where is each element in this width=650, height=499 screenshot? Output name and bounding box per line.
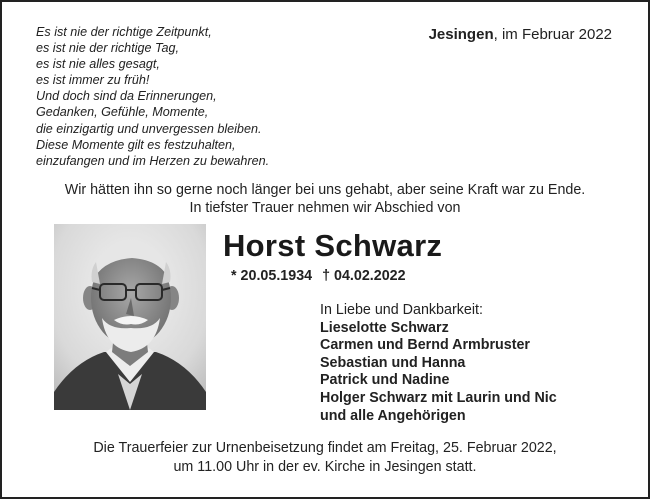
deceased-name: Horst Schwarz — [223, 228, 443, 263]
mourner-name: Carmen und Bernd Armbruster — [320, 337, 530, 354]
mourners-list — [320, 302, 557, 425]
intro-text — [2, 181, 648, 217]
mourner-name: Patrick und Nadine — [320, 372, 450, 389]
death-date: † 04.02.2022 — [322, 268, 406, 284]
mourners-heading: In Liebe und Dankbarkeit: — [320, 302, 483, 318]
poem-line: es ist nie der richtige Tag, — [36, 41, 180, 56]
mourner-name: Holger Schwarz mit Laurin und Nic — [320, 389, 557, 406]
service-line: Die Trauerfeier zur Urnenbeisetzung findet am Freitag, 25. Februar 2022, — [93, 440, 557, 456]
poem-line: Es ist nie der richtige Zeitpunkt, — [36, 25, 212, 39]
birth-date: * 20.05.1934 — [231, 268, 313, 284]
intro-line: In tiefster Trauer nehmen wir Abschied von — [189, 200, 461, 216]
poem-line: Diese Momente gilt es festzuhalten, — [36, 137, 236, 152]
funeral-service-info — [2, 439, 648, 477]
life-dates — [231, 268, 416, 284]
poem-line: es ist nie alles gesagt, — [36, 57, 160, 72]
mourner-name: und alle Angehörigen — [320, 407, 466, 424]
intro-line: Wir hätten ihn so gerne noch länger bei uns gehabt, aber seine Kraft war zu Ende. — [64, 182, 586, 198]
service-line: um 11.00 Uhr in der ev. Kirche in Jesingen statt. — [173, 459, 477, 475]
place: Jesingen — [428, 26, 494, 43]
poem-line: einzufangen und im Herzen zu bewahren. — [36, 153, 270, 168]
date-text: , im Februar 2022 — [493, 26, 612, 43]
portrait-photo — [54, 224, 206, 410]
place-and-date — [429, 26, 612, 43]
poem-line: die einzigartig und unvergessen bleiben. — [36, 121, 262, 136]
poem-line: Gedanken, Gefühle, Momente, — [36, 105, 209, 120]
mourner-name: Sebastian und Hanna — [320, 354, 466, 371]
poem-line: es ist immer zu früh! — [36, 73, 150, 88]
poem — [36, 24, 269, 169]
mourner-name: Lieselotte Schwarz — [320, 319, 449, 336]
poem-line: Und doch sind da Erinnerungen, — [36, 89, 217, 104]
